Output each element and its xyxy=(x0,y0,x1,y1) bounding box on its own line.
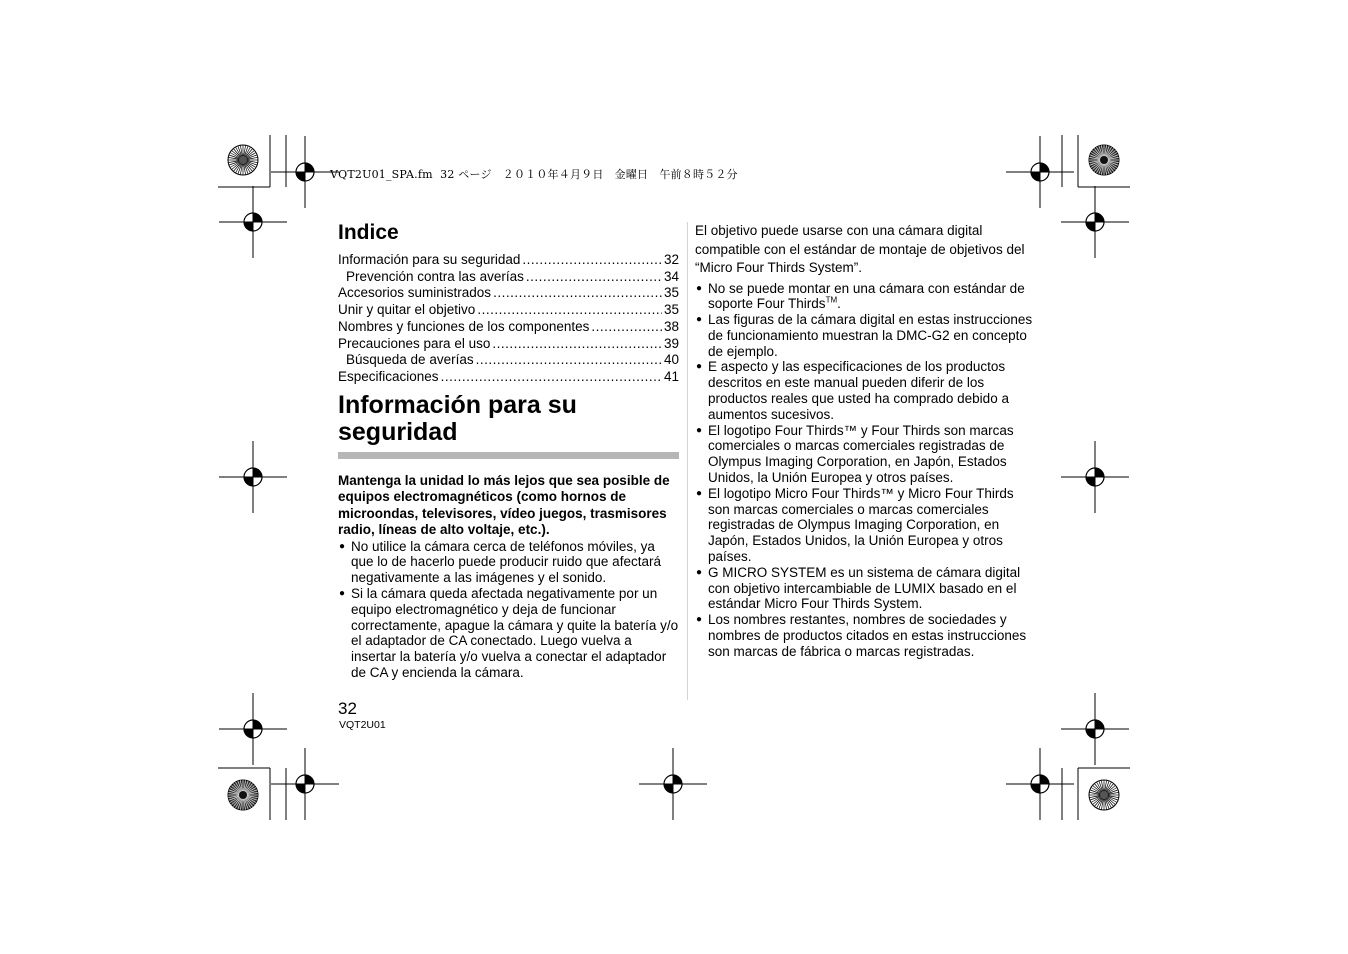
toc-item xyxy=(338,352,679,369)
toc-item-label: Precauciones para el uso xyxy=(338,335,491,351)
toc-title: Indice xyxy=(338,221,399,244)
table-of-contents xyxy=(338,252,679,386)
toc-item-label: Nombres y funciones de los componentes xyxy=(338,318,590,334)
list-item xyxy=(695,565,1035,612)
toc-item-page: 35 xyxy=(663,285,679,301)
registration-crosshair-icon xyxy=(271,748,339,820)
toc-leader-dots xyxy=(477,302,662,319)
registration-crosshair-icon xyxy=(219,693,287,765)
registration-crosshair-icon xyxy=(1061,186,1129,258)
list-item xyxy=(695,612,1035,659)
toc-leader-dots xyxy=(441,369,662,386)
header-filename: VQT2U01_SPA.fm xyxy=(330,168,433,181)
registration-crosshair-icon xyxy=(639,748,707,820)
toc-item-label: Unir y quitar el objetivo xyxy=(338,302,476,318)
list-item xyxy=(338,586,679,681)
footer-doc-code: VQT2U01 xyxy=(339,719,386,731)
list-item-text: Las figuras de la cámara digital en estas instrucciones de funcionamiento muestran la DMC-G2 en concepto de ejemplo. xyxy=(708,312,1033,359)
list-item xyxy=(695,486,1035,565)
bullet-icon: ● xyxy=(339,588,346,600)
title-underline-bar xyxy=(338,452,679,459)
list-item-text: El logotipo Four Thirds™ y Four Thirds son marcas comerciales o marcas comerciales registradas de Olympus Imaging Corporation, en Japón, Estados Unidos, la Unión Europea y otros países. xyxy=(708,422,1014,486)
toc-item-page: 32 xyxy=(663,252,679,267)
toc-item-label: Información para su seguridad xyxy=(338,252,521,267)
toc-leader-dots xyxy=(476,352,662,369)
toc-item-page: 41 xyxy=(663,368,679,384)
toc-item xyxy=(338,285,679,302)
right-column xyxy=(695,222,1035,660)
toc-leader-dots xyxy=(526,269,662,286)
header-page-suffix: ページ xyxy=(458,168,492,181)
bullet-icon: ● xyxy=(696,424,703,436)
toc-item xyxy=(338,252,679,269)
lens-compat-intro: El objetivo puede usarse con una cámara digital compatible con el estándar de montaje de objetivos del “Micro Four Thirds System”. xyxy=(695,223,1025,275)
bullet-icon: ● xyxy=(696,487,703,499)
bullet-icon: ● xyxy=(696,282,703,294)
footer-page-number: 32 xyxy=(338,699,357,718)
toc-leader-dots xyxy=(591,319,662,336)
registration-crosshair-icon xyxy=(219,186,287,258)
list-item xyxy=(695,423,1035,486)
section-title-line1: Información para su xyxy=(338,390,577,419)
toc-item-page: 38 xyxy=(663,318,679,334)
color-starburst-icon xyxy=(228,145,258,175)
toc-item-label: Búsqueda de averías xyxy=(346,352,474,368)
toc-leader-dots xyxy=(492,336,662,353)
registration-crosshair-icon xyxy=(1061,441,1129,513)
bullet-icon: ● xyxy=(696,614,703,626)
bullet-icon: ● xyxy=(696,566,703,578)
registration-crosshair-icon xyxy=(271,136,339,208)
page-header xyxy=(330,166,738,182)
list-item-end: . xyxy=(837,296,841,312)
toc-item xyxy=(338,269,679,286)
list-item-text: Los nombres restantes, nombres de sociedades y nombres de productos citados en estas instrucciones son marcas de fábrica o marcas registradas. xyxy=(708,612,1027,659)
toc-item xyxy=(338,336,679,353)
safety-bullet-list xyxy=(338,539,679,681)
trademark-sup: TM xyxy=(825,295,838,305)
registration-crosshair-icon xyxy=(1061,693,1129,765)
notes-bullet-list xyxy=(695,281,1035,660)
toc-leader-dots xyxy=(493,285,662,302)
toc-leader-dots xyxy=(522,252,662,269)
registration-crosshair-icon xyxy=(219,441,287,513)
list-item xyxy=(695,281,1035,313)
toc-item xyxy=(338,369,679,386)
list-item-text: Si la cámara queda afectada negativamente por un equipo electromagnético y deja de funcionar correctamente, apague la cámara y quite la batería y/o el adaptador de CA conectado. Luego vuelva a insertar la batería y/o vuelva a conectar el adaptador de CA y encienda la cámara. xyxy=(351,586,679,680)
color-starburst-icon xyxy=(1089,145,1119,175)
toc-item-label: Especificaciones xyxy=(338,368,439,384)
column-divider xyxy=(687,222,688,700)
registration-crosshair-icon xyxy=(1006,748,1074,820)
bullet-icon: ● xyxy=(696,314,703,326)
header-date: ２０１０年４月９日 xyxy=(502,168,604,181)
toc-item xyxy=(338,302,679,319)
safety-warning: Mantenga la unidad lo más lejos que sea posible de equipos electromagnéticos (como hornos de microondas, televisores, vídeo juegos, trasmisores radio, líneas de alto voltaje, etc.). xyxy=(338,472,670,538)
section-title xyxy=(338,392,679,446)
toc-item-label: Prevención contra las averías xyxy=(346,268,524,284)
list-item-text: No se puede montar en una cámara con estándar de soporte Four Thirds xyxy=(708,280,1025,312)
bullet-icon: ● xyxy=(339,540,346,552)
list-item-text: E aspecto y las especificaciones de los productos descritos en este manual pueden diferir de los productos reales que usted ha comprado debido a aumentos sucesivos. xyxy=(708,359,1009,422)
section-title-line2: seguridad xyxy=(338,417,458,446)
toc-item-page: 35 xyxy=(663,302,679,318)
list-item-text: El logotipo Micro Four Thirds™ y Micro Four Thirds son marcas comerciales o marcas comerciales registradas de Olympus Imaging Corporation, en Japón, Estados Unidos, la Unión Europea y otros países. xyxy=(708,485,1014,565)
list-item-text: No utilice la cámara cerca de teléfonos móviles, ya que lo de hacerlo puede producir ruido que afectará negativamente a las imágenes y el sonido. xyxy=(351,538,661,586)
toc-item-page: 39 xyxy=(663,335,679,351)
list-item xyxy=(695,359,1035,422)
header-weekday: 金曜日 xyxy=(614,168,649,181)
toc-item xyxy=(338,319,679,336)
color-starburst-icon xyxy=(228,780,258,810)
list-item xyxy=(695,312,1035,359)
registration-crosshair-icon xyxy=(1006,136,1074,208)
toc-item-page: 34 xyxy=(663,268,679,284)
toc-item-label: Accesorios suministrados xyxy=(338,285,492,301)
toc-item-page: 40 xyxy=(663,352,679,368)
header-page: 32 xyxy=(440,168,455,181)
left-column xyxy=(338,220,679,681)
bullet-icon: ● xyxy=(696,361,703,373)
header-time: 午前８時５２分 xyxy=(659,168,738,181)
list-item xyxy=(338,539,679,586)
list-item-text: G MICRO SYSTEM es un sistema de cámara digital con objetivo intercambiable de LUMIX basado en el estándar Micro Four Thirds System. xyxy=(708,564,1021,612)
color-starburst-icon xyxy=(1089,780,1119,810)
